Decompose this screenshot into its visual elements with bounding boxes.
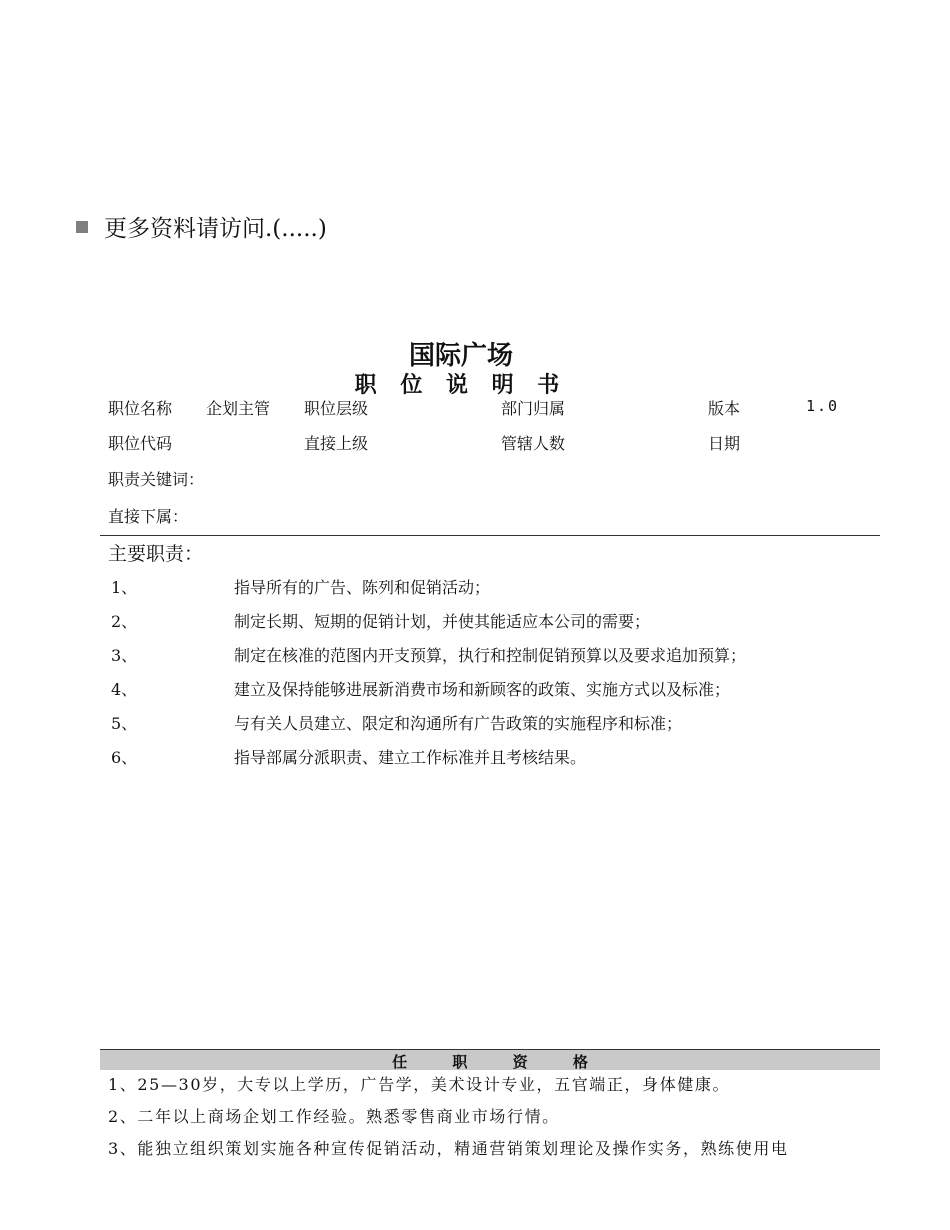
duty-text: 制定在核准的范图内开支预算，执行和控制促销预算以及要求追加预算； <box>234 646 747 665</box>
version-value: 1.0 <box>806 397 840 415</box>
qualifications-heading-char: 资 <box>512 1053 528 1071</box>
qualification-item: 3、能独立组织策划实施各种宣传促销活动，精通营销策划理论及操作实务，熟练使用电 <box>108 1139 789 1158</box>
duty-number: 6、 <box>111 748 138 767</box>
position-code-label: 职位代码 <box>108 434 173 453</box>
qualifications-heading-char: 任 <box>392 1053 408 1071</box>
header-note <box>76 210 327 243</box>
date-label: 日期 <box>708 434 741 453</box>
qualification-item: 1、25—30岁，大专以上学历，广告学，美术设计专业，五官端正，身体健康。 <box>108 1075 731 1094</box>
qualifications-heading-char: 格 <box>572 1053 588 1071</box>
header-note-text: 更多资料请访问.(.....) <box>104 216 327 242</box>
subordinates-label: 直接下属： <box>108 507 189 526</box>
duty-number: 1、 <box>111 578 138 597</box>
company-title: 国际广场 <box>408 341 513 371</box>
department-label: 部门归属 <box>501 399 566 418</box>
duty-text: 与有关人员建立、限定和沟通所有广告政策的实施程序和标准； <box>234 714 683 733</box>
duty-text: 指导部属分派职责、建立工作标准并且考核结果。 <box>234 748 587 767</box>
duties-heading: 主要职责： <box>108 543 204 565</box>
qualifications-heading <box>100 1051 880 1072</box>
document-title: 职 位 说 明 书 <box>354 373 568 398</box>
square-bullet-icon <box>76 221 88 233</box>
duty-text: 建立及保持能够进展新消费市场和新顾客的政策、实施方式以及标准； <box>234 680 731 699</box>
keywords-label: 职责关键词： <box>108 470 205 489</box>
position-level-label: 职位层级 <box>304 399 369 418</box>
managed-count-label: 管辖人数 <box>501 434 566 453</box>
duty-number: 5、 <box>111 714 138 733</box>
duty-number: 4、 <box>111 680 138 699</box>
version-label: 版本 <box>708 399 741 418</box>
direct-superior-label: 直接上级 <box>304 434 369 453</box>
duty-number: 3、 <box>111 646 138 665</box>
section-divider <box>100 535 880 536</box>
position-name-value: 企划主管 <box>206 399 271 418</box>
duty-text: 制定长期、短期的促销计划，并使其能适应本公司的需要； <box>234 612 651 631</box>
qualification-item: 2、二年以上商场企划工作经验。熟悉零售商业市场行情。 <box>108 1107 560 1126</box>
qualifications-heading-char: 职 <box>452 1053 468 1071</box>
position-name-label: 职位名称 <box>108 399 173 418</box>
duty-text: 指导所有的广告、陈列和促销活动； <box>234 578 491 597</box>
duty-number: 2、 <box>111 612 138 631</box>
